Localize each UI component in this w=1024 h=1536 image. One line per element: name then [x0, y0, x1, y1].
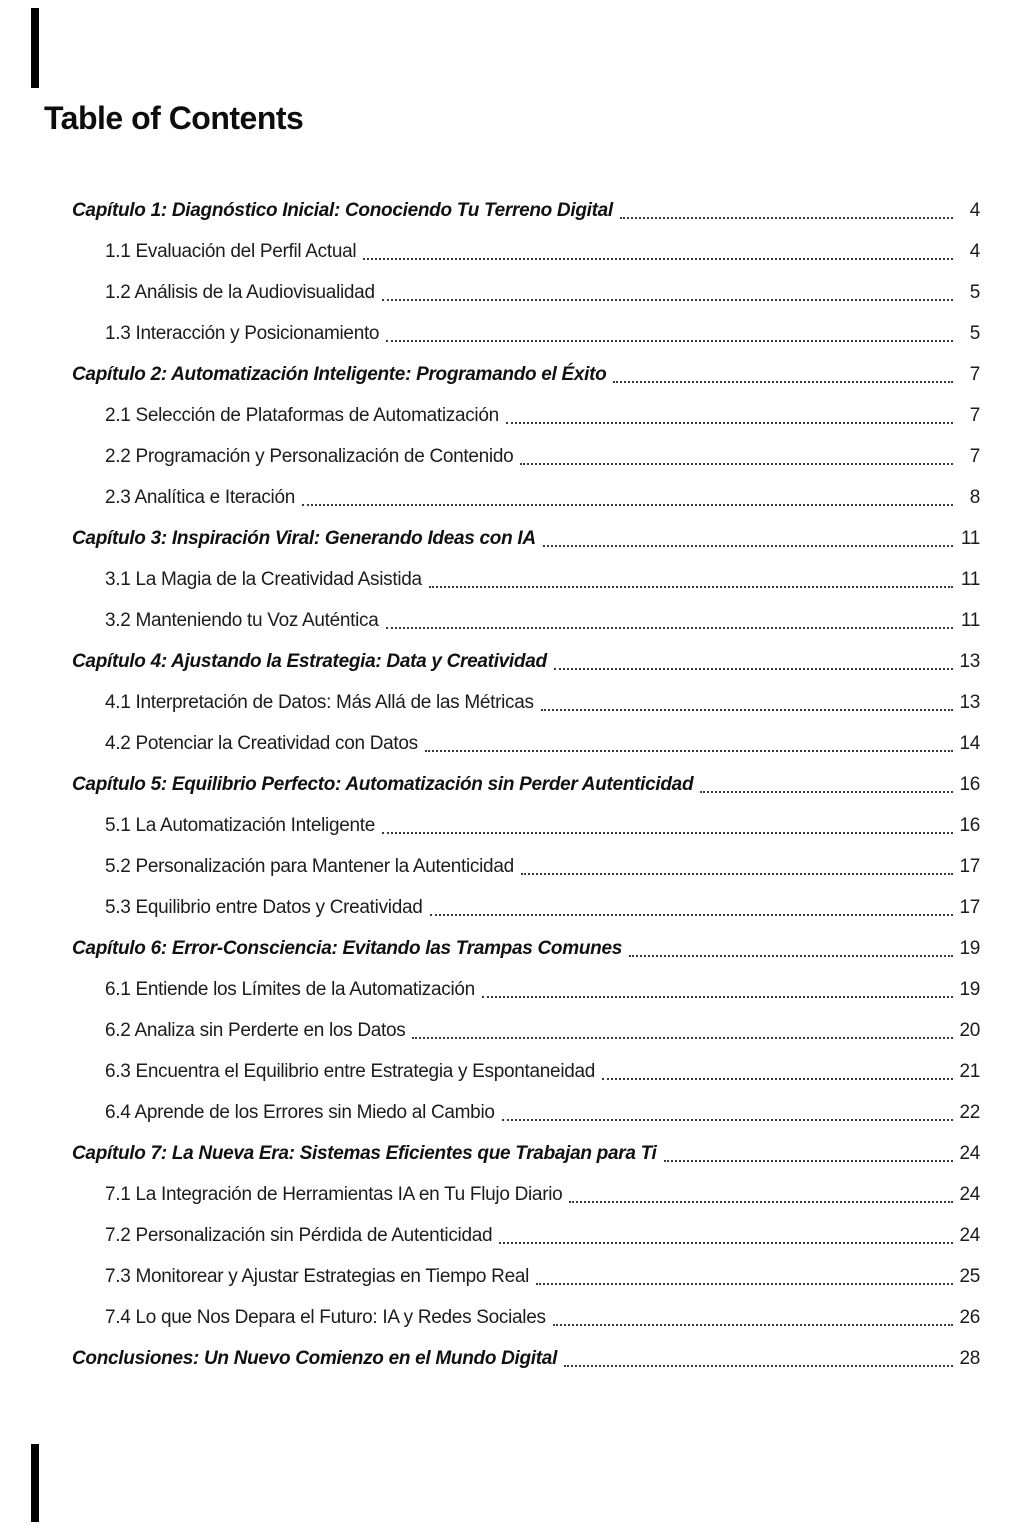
toc-entry-title: 1.3 Interacción y Posicionamiento [105, 323, 380, 344]
scan-artifact-top [31, 8, 39, 88]
toc-chapter-row [72, 190, 980, 231]
toc-page-number: 26 [959, 1307, 980, 1328]
dot-leader [386, 340, 953, 342]
toc-sub-row [72, 1092, 980, 1133]
toc-sub-row [72, 1297, 980, 1338]
dot-leader [382, 299, 953, 301]
dot-leader [386, 627, 954, 629]
toc-sub-row [72, 1051, 980, 1092]
toc-page-number: 7 [969, 446, 980, 467]
dot-leader [553, 1324, 953, 1326]
toc-entry-title: 3.2 Manteniendo tu Voz Auténtica [105, 610, 379, 631]
toc-sub-row [72, 1010, 980, 1051]
toc-entry-title: 6.1 Entiende los Límites de la Automatización [105, 979, 475, 1000]
toc-entry-title: 3.1 La Magia de la Creatividad Asistida [105, 569, 422, 590]
toc-sub-row [72, 1215, 980, 1256]
toc-entry-title: Capítulo 3: Inspiración Viral: Generando Ideas con IA [72, 528, 536, 549]
toc-entry-title: 7.2 Personalización sin Pérdida de Autenticidad [105, 1225, 493, 1246]
toc-entry-title: 6.3 Encuentra el Equilibrio entre Estrategia y Espontaneidad [105, 1061, 596, 1082]
toc-entry-title: 4.1 Interpretación de Datos: Más Allá de las Métricas [105, 692, 534, 713]
dot-leader [499, 1242, 953, 1244]
toc-entry-title: 4.2 Potenciar la Creatividad con Datos [105, 733, 418, 754]
dot-leader [520, 463, 953, 465]
dot-leader [613, 381, 953, 383]
toc-page-number: 22 [959, 1102, 980, 1123]
dot-leader [629, 955, 953, 957]
toc-chapter-row [72, 928, 980, 969]
dot-leader [482, 996, 953, 998]
toc-sub-row [72, 395, 980, 436]
toc-entry-title: 2.3 Analítica e Iteración [105, 487, 296, 508]
toc-entry-title: 7.3 Monitorear y Ajustar Estrategias en Tiempo Real [105, 1266, 530, 1287]
dot-leader [700, 791, 953, 793]
toc-page-number: 4 [969, 241, 980, 262]
dot-leader [541, 709, 953, 711]
toc-page-number: 24 [959, 1184, 980, 1205]
dot-leader [664, 1160, 953, 1162]
toc-sub-row [72, 1256, 980, 1297]
toc-page-number: 13 [959, 651, 980, 672]
toc-page-number: 5 [969, 282, 980, 303]
toc-chapter-row [72, 641, 980, 682]
dot-leader [536, 1283, 953, 1285]
toc-sub-row [72, 969, 980, 1010]
dot-leader [363, 258, 953, 260]
toc-sub-row [72, 805, 980, 846]
dot-leader [521, 873, 953, 875]
toc-entry-title: 1.1 Evaluación del Perfil Actual [105, 241, 357, 262]
toc-page-number: 4 [969, 200, 980, 221]
toc-sub-row [72, 231, 980, 272]
dot-leader [502, 1119, 953, 1121]
toc-sub-row [72, 436, 980, 477]
toc-page-number: 11 [960, 528, 980, 549]
dot-leader [602, 1078, 953, 1080]
dot-leader [425, 750, 953, 752]
toc-page-number: 28 [959, 1348, 980, 1369]
toc-page-number: 20 [959, 1020, 980, 1041]
toc-chapter-row [72, 1338, 980, 1379]
toc-entry-title: 7.4 Lo que Nos Depara el Futuro: IA y Redes Sociales [105, 1307, 546, 1328]
toc-chapter-row [72, 518, 980, 559]
toc-entry-title: 6.2 Analiza sin Perderte en los Datos [105, 1020, 406, 1041]
toc-page-number: 11 [960, 569, 980, 590]
toc-page-number: 7 [969, 364, 980, 385]
toc-page-number: 24 [959, 1143, 980, 1164]
toc-sub-row [72, 1174, 980, 1215]
toc-page-number: 14 [959, 733, 980, 754]
toc-page-number: 16 [959, 774, 980, 795]
toc-entry-title: 5.3 Equilibrio entre Datos y Creatividad [105, 897, 423, 918]
toc-entry-title: 5.1 La Automatización Inteligente [105, 815, 376, 836]
toc-entry-title: 2.2 Programación y Personalización de Contenido [105, 446, 514, 467]
toc-sub-row [72, 559, 980, 600]
dot-leader [569, 1201, 953, 1203]
dot-leader [506, 422, 953, 424]
toc-sub-row [72, 477, 980, 518]
scan-artifact-bottom [31, 1444, 39, 1522]
toc-page-number: 7 [969, 405, 980, 426]
toc-list [72, 190, 980, 1379]
dot-leader [302, 504, 953, 506]
toc-entry-title: Capítulo 4: Ajustando la Estrategia: Data y Creatividad [72, 651, 547, 672]
toc-page-number: 25 [959, 1266, 980, 1287]
toc-page-number: 16 [959, 815, 980, 836]
toc-page-number: 19 [959, 979, 980, 1000]
toc-chapter-row [72, 1133, 980, 1174]
toc-sub-row [72, 600, 980, 641]
toc-sub-row [72, 887, 980, 928]
toc-page-number: 21 [959, 1061, 980, 1082]
toc-sub-row [72, 313, 980, 354]
toc-sub-row [72, 846, 980, 887]
dot-leader [430, 914, 953, 916]
toc-entry-title: Capítulo 6: Error-Consciencia: Evitando las Trampas Comunes [72, 938, 622, 959]
toc-sub-row [72, 272, 980, 313]
dot-leader [382, 832, 953, 834]
dot-leader [554, 668, 953, 670]
toc-page-number: 13 [959, 692, 980, 713]
toc-page-number: 17 [959, 856, 980, 877]
toc-entry-title: Conclusiones: Un Nuevo Comienzo en el Mundo Digital [72, 1348, 558, 1369]
toc-entry-title: Capítulo 7: La Nueva Era: Sistemas Eficientes que Trabajan para Ti [72, 1143, 657, 1164]
toc-chapter-row [72, 764, 980, 805]
toc-page-number: 24 [959, 1225, 980, 1246]
toc-page-number: 8 [969, 487, 980, 508]
toc-entry-title: 6.4 Aprende de los Errores sin Miedo al Cambio [105, 1102, 495, 1123]
dot-leader [543, 545, 953, 547]
toc-entry-title: 5.2 Personalización para Mantener la Autenticidad [105, 856, 514, 877]
toc-entry-title: Capítulo 5: Equilibrio Perfecto: Automatización sin Perder Autenticidad [72, 774, 694, 795]
toc-page-number: 17 [959, 897, 980, 918]
toc-sub-row [72, 682, 980, 723]
page-title: Table of Contents [44, 100, 304, 136]
toc-entry-title: 2.1 Selección de Plataformas de Automatización [105, 405, 499, 426]
toc-page-number: 5 [969, 323, 980, 344]
toc-page-number: 11 [960, 610, 980, 631]
toc-entry-title: Capítulo 1: Diagnóstico Inicial: Conociendo Tu Terreno Digital [72, 200, 613, 221]
toc-chapter-row [72, 354, 980, 395]
dot-leader [429, 586, 953, 588]
toc-sub-row [72, 723, 980, 764]
dot-leader [564, 1365, 953, 1367]
toc-page-number: 19 [959, 938, 980, 959]
dot-leader [412, 1037, 953, 1039]
toc-entry-title: 1.2 Análisis de la Audiovisualidad [105, 282, 375, 303]
toc-entry-title: Capítulo 2: Automatización Inteligente: Programando el Éxito [72, 364, 607, 385]
dot-leader [620, 217, 953, 219]
toc-entry-title: 7.1 La Integración de Herramientas IA en Tu Flujo Diario [105, 1184, 563, 1205]
